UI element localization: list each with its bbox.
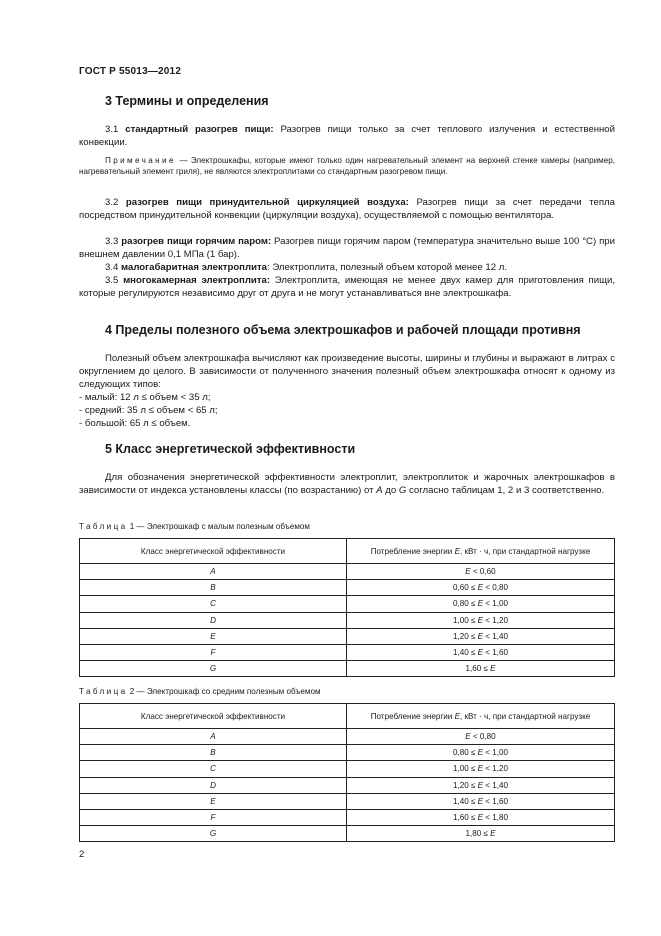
table-row — [80, 809, 615, 825]
energy-range-cell: 1,00 ≤ Е < 1,20 — [347, 612, 615, 628]
table-row — [80, 761, 615, 777]
table-row — [80, 745, 615, 761]
note-text: — Электрошкафы, которые имеют только один нагревательный элемент на верхней стенке камеры (например, нагревательный элемент гриля), не являются электроплитами со стандартным разогревом пищи. — [79, 156, 615, 177]
table-2-head-energy: Потребление энергии Е, кВт · ч, при стандартной нагрузке — [347, 704, 615, 729]
energy-range-cell: 1,00 ≤ Е < 1,20 — [347, 761, 615, 777]
table-row — [80, 777, 615, 793]
table-2-body — [80, 729, 615, 842]
volume-type-medium: - средний: 35 л ≤ объем < 65 л; — [79, 405, 218, 416]
energy-range-cell: 0,80 ≤ Е < 1,00 — [347, 596, 615, 612]
table-1 — [79, 538, 615, 677]
table-1-caption — [79, 522, 310, 531]
energy-range-cell: Е < 0,60 — [347, 564, 615, 580]
energy-range-cell: 0,60 ≤ Е < 0,80 — [347, 580, 615, 596]
standard-header: ГОСТ Р 55013—2012 — [79, 66, 182, 77]
energy-class-cell: D — [80, 612, 347, 628]
table-1-body — [80, 564, 615, 677]
section-5-body: Для обозначения энергетической эффективности электроплит, электроплиток и жарочных электрошкафов в зависимости от индекса установлены классы (по возрастанию) от А до G согласно таблицам 1, 2 и 3 соответственно. — [79, 472, 615, 496]
table-2-header-row — [80, 704, 615, 729]
section-5-title: 5 Класс энергетической эффективности — [105, 442, 356, 456]
energy-range-cell: 0,80 ≤ Е < 1,00 — [347, 745, 615, 761]
energy-class-cell: F — [80, 644, 347, 660]
energy-class-cell: А — [80, 729, 347, 745]
table-row — [80, 729, 615, 745]
note-label: Примечание — [105, 156, 176, 165]
table-row — [80, 644, 615, 660]
term-3-5: 3.5 многокамерная электроплита: Электроплита, имеющая не менее двух камер для приготовления пищи, которые регулируются независимо друг от друга и не могут устанавливаться вне электрошкафа. — [79, 275, 615, 299]
energy-class-cell: Е — [80, 793, 347, 809]
table-row — [80, 580, 615, 596]
volume-type-large: - большой: 65 л ≤ объем. — [79, 418, 191, 429]
note-paragraph — [79, 155, 615, 177]
energy-class-cell: G — [80, 826, 347, 842]
energy-class-cell: А — [80, 564, 347, 580]
energy-class-cell: С — [80, 761, 347, 777]
table-row — [80, 628, 615, 644]
table-row — [80, 661, 615, 677]
table-2-caption — [79, 687, 321, 696]
table-2-caption-label: Таблица — [79, 687, 128, 696]
table-row — [80, 596, 615, 612]
term-3-2: 3.2 разогрев пищи принудительной циркуляцией воздуха: Разогрев пищи за счет передачи тепла посредством принудительной конвекции (циркуляции воздуха), осуществляемой с помощью вентилятора. — [79, 197, 615, 221]
table-row — [80, 564, 615, 580]
energy-range-cell: 1,60 ≤ Е — [347, 661, 615, 677]
table-row — [80, 612, 615, 628]
term-3-3: 3.3 разогрев пищи горячим паром: Разогрев пищи горячим паром (температура значительно выше 100 °С) при внешнем давлении 0,1 МПа (1 бар). — [79, 236, 615, 260]
table-1-head-energy: Потребление энергии Е, кВт · ч, при стандартной нагрузке — [347, 539, 615, 564]
energy-class-cell: Е — [80, 628, 347, 644]
section-4-body: Полезный объем электрошкафа вычисляют как произведение высоты, ширины и глубины и выражают в литрах с округлением до целого. В зависимости от полученного значения полезный объем электрошкафа относят к одному из следующих типов: — [79, 353, 615, 390]
table-row — [80, 793, 615, 809]
energy-range-cell: 1,40 ≤ Е < 1,60 — [347, 644, 615, 660]
energy-range-cell: 1,40 ≤ Е < 1,60 — [347, 793, 615, 809]
energy-range-cell: 1,20 ≤ Е < 1,40 — [347, 628, 615, 644]
table-1-head-class: Класс энергетической эффективности — [80, 539, 347, 564]
volume-type-small: - малый: 12 л ≤ объем < 35 л; — [79, 392, 211, 403]
table-1-header-row — [80, 539, 615, 564]
energy-class-cell: D — [80, 777, 347, 793]
energy-class-cell: F — [80, 809, 347, 825]
table-2-caption-text: 2 — Электрошкаф со средним полезным объемом — [127, 687, 321, 696]
table-1-caption-label: Таблица — [79, 522, 128, 531]
term-3-1: 3.1 стандартный разогрев пищи: Разогрев пищи только за счет теплового излучения и естественной конвекции. — [79, 124, 615, 148]
table-1-caption-text: 1 — Электрошкаф с малым полезным объемом — [127, 522, 310, 531]
energy-range-cell: 1,80 ≤ Е — [347, 826, 615, 842]
page-number: 2 — [79, 849, 85, 860]
term-3-4: 3.4 малогабаритная электроплита: Электроплита, полезный объем которой менее 12 л. — [105, 262, 507, 273]
energy-range-cell: 1,20 ≤ Е < 1,40 — [347, 777, 615, 793]
energy-class-cell: В — [80, 745, 347, 761]
table-2-head-class: Класс энергетической эффективности — [80, 704, 347, 729]
section-4-title: 4 Пределы полезного объема электрошкафов и рабочей площади противня — [105, 323, 581, 337]
section-3-title: 3 Термины и определения — [105, 94, 269, 108]
energy-class-cell: С — [80, 596, 347, 612]
energy-range-cell: Е < 0,80 — [347, 729, 615, 745]
energy-class-cell: В — [80, 580, 347, 596]
energy-range-cell: 1,60 ≤ Е < 1,80 — [347, 809, 615, 825]
table-row — [80, 826, 615, 842]
energy-class-cell: G — [80, 661, 347, 677]
table-2 — [79, 703, 615, 842]
